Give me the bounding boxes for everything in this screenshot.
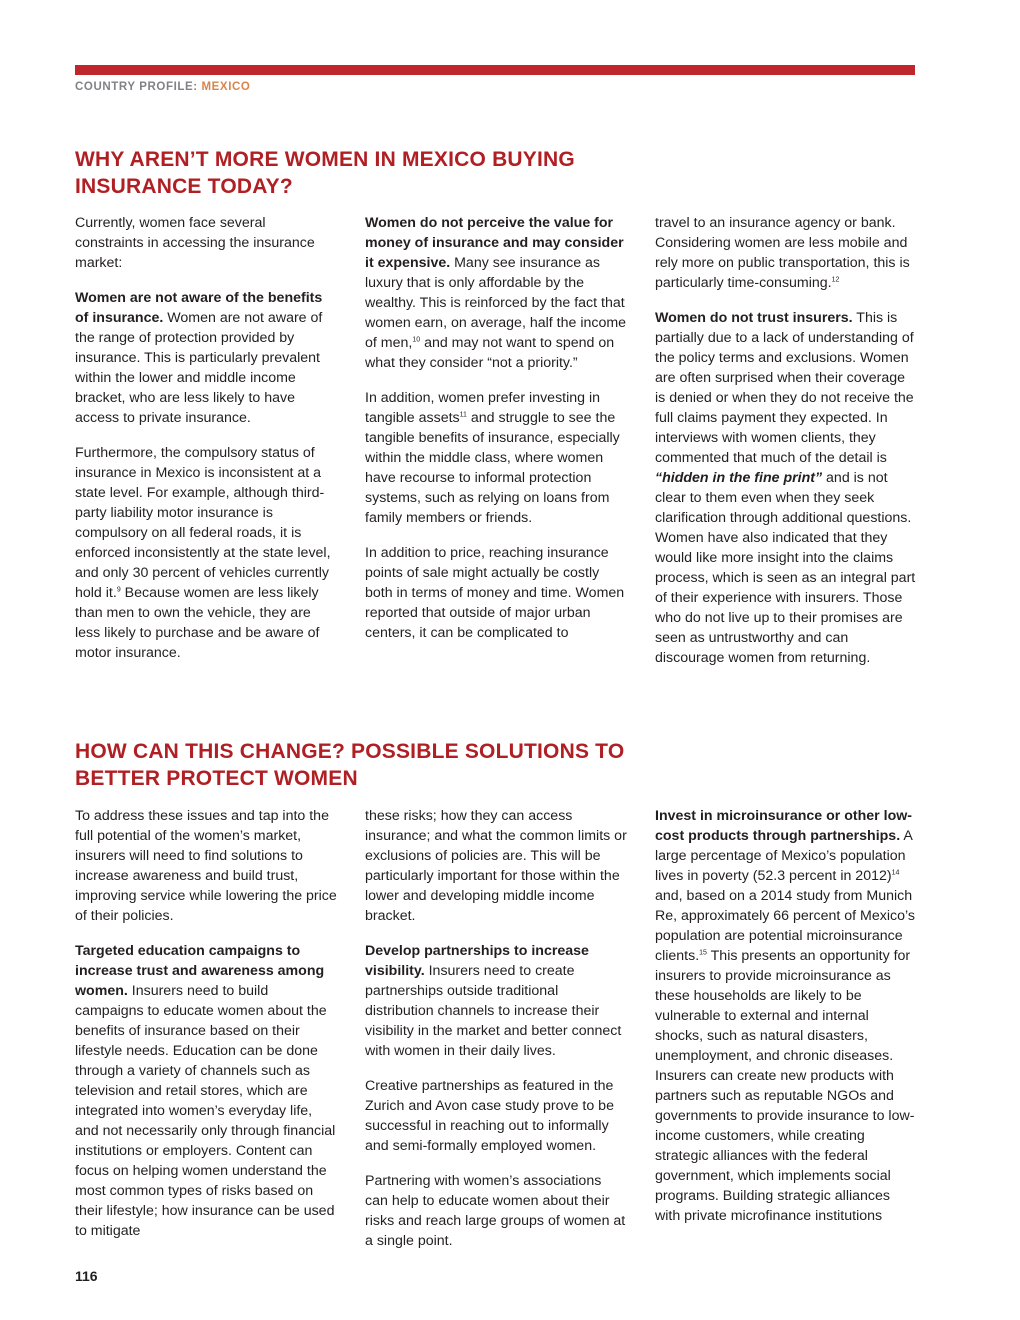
running-head-country: MEXICO <box>201 81 251 93</box>
paragraph <box>75 288 337 428</box>
section1-column-3 <box>655 213 917 683</box>
quote-emphasis: “hidden in the fine print” <box>655 470 823 486</box>
text: these risks; how they can access insurance; and what the common limits or exclusions of policies are. This will be particularly important for those within the lower and developing middle income bracket. <box>365 808 627 924</box>
bold-lead: Women do not perceive the value for money of insurance and may consider it expensive. <box>365 215 624 271</box>
text: Insurers need to build campaigns to educate women about the benefits of insurance based on their lifestyle needs. Education can be done through a variety of channels such as television and retail stores, which are integrated into women’s everyday life, and not necessarily only through financial institutions or employers. Content can focus on helping women understand the most common types of risks based on their lifestyle; how insurance can be used to mitigate <box>75 983 336 1239</box>
paragraph <box>365 213 627 373</box>
text: This presents an opportunity for insurers to provide microinsurance as these households are likely to be vulnerable to external and internal shocks, such as natural disasters, unemployment, and chronic diseases. Insurers can create new products with partners such as reputable NGOs and governments to provide insurance to low-income customers, while creating strategic alliances with the federal government, which implements social programs. Building strategic alliances with private microfinance institutions <box>655 948 915 1224</box>
header-rule <box>75 65 915 75</box>
text: Furthermore, the compulsory status of insurance in Mexico is inconsistent at a state level. For example, although third-party liability motor insurance is compulsory on all federal roads, it is enforced inconsistently at the state level, and only 30 percent of vehicles currently hold it. <box>75 445 331 601</box>
text: In addition to price, reaching insurance points of sale might actually be costly both in terms of money and time. Women reported that outside of major urban centers, it can be complicated to <box>365 545 625 641</box>
footnote-ref: 9 <box>116 586 121 594</box>
paragraph <box>365 806 627 926</box>
text: Partnering with women’s associations can help to educate women about their risks and reach large groups of women at a single point. <box>365 1173 626 1249</box>
paragraph <box>75 941 337 1241</box>
section1-column-2 <box>365 213 627 658</box>
section-heading-why: WHY AREN’T MORE WOMEN IN MEXICO BUYING INSURANCE TODAY? <box>75 148 575 198</box>
running-head-label: COUNTRY PROFILE: <box>75 81 198 93</box>
paragraph <box>75 443 337 663</box>
text: Many see insurance as luxury that is only affordable by the wealthy. This is reinforced by the fact that women earn, on average, half the income of men, <box>365 255 627 351</box>
section1-column-1 <box>75 213 337 678</box>
bold-lead: Develop partnerships to increase visibility. <box>365 943 589 979</box>
bold-lead: Women do not trust insurers. <box>655 310 853 326</box>
section2-column-1 <box>75 806 337 1256</box>
text: travel to an insurance agency or bank. Considering women are less mobile and rely more on public transportation, this is particularly time-consuming. <box>655 215 910 291</box>
paragraph <box>365 543 627 643</box>
text: and struggle to see the tangible benefits of insurance, especially within the middle class, where women have recourse to informal protection systems, such as relying on loans from family members or friends. <box>365 410 620 526</box>
text: and is not clear to them even when they seek clarification through additional questions. Women have also indicated that they would like more insight into the claims process, which is seen as an integral part of their experience with insurers. Those who do not live up to their promises are seen as untrustworthy and can discourage women from returning. <box>655 470 916 666</box>
footnote-ref: 15 <box>699 949 707 957</box>
footnote-ref: 14 <box>891 869 900 877</box>
text: Creative partnerships as featured in the Zurich and Avon case study prove to be successful in reaching out to informally and semi-formally employed women. <box>365 1078 614 1154</box>
text: Currently, women face several constraints in accessing the insurance market: <box>75 215 315 271</box>
paragraph <box>75 806 337 926</box>
footnote-ref: 12 <box>831 276 840 284</box>
text: Because women are less likely than men to own the vehicle, they are less likely to purchase and be aware of motor insurance. <box>75 585 320 661</box>
text: This is partially due to a lack of understanding of the policy terms and exclusions. Women are often surprised when their coverage is denied or when they do not receive the full claims payment they expected. In interviews with women clients, they commented that much of the detail is <box>655 310 914 466</box>
text: and may not want to spend on what they consider “not a priority.” <box>365 335 615 371</box>
page-number: 116 <box>75 1268 98 1284</box>
paragraph <box>655 308 917 668</box>
text: In addition, women prefer investing in tangible assets <box>365 390 601 426</box>
paragraph <box>75 213 337 273</box>
text: To address these issues and tap into the full potential of the women’s market, insurers will need to find solutions to increase awareness and build trust, improving service while lowering the price of their policies. <box>75 808 337 924</box>
bold-lead: Women are not aware of the benefits of insurance. <box>75 290 323 326</box>
paragraph <box>655 806 917 1226</box>
text: Women are not aware of the range of protection provided by insurance. This is particularly prevalent within the lower and middle income bracket, who are less likely to have access to private insurance. <box>75 310 323 426</box>
section2-column-2 <box>365 806 627 1266</box>
footnote-ref: 11 <box>459 411 467 419</box>
bold-lead: Targeted education campaigns to increase trust and awareness among women. <box>75 943 325 999</box>
paragraph <box>365 1076 627 1156</box>
section2-column-3 <box>655 806 917 1241</box>
paragraph <box>365 941 627 1061</box>
running-head <box>75 81 250 93</box>
section-heading-solutions: HOW CAN THIS CHANGE? POSSIBLE SOLUTIONS TO BETTER PROTECT WOMEN <box>75 740 625 790</box>
text: and, based on a 2014 study from Munich Re, approximately 66 percent of Mexico’s population are potential microinsurance clients. <box>655 888 915 964</box>
text: A large percentage of Mexico’s population lives in poverty (52.3 percent in 2012) <box>655 828 912 884</box>
paragraph <box>365 1171 627 1251</box>
bold-lead: Invest in microinsurance or other low-cost products through partnerships. <box>655 808 913 844</box>
paragraph <box>365 388 627 528</box>
text: Insurers need to create partnerships outside traditional distribution channels to increase their visibility in the market and better connect with women in their daily lives. <box>365 963 622 1059</box>
footnote-ref: 10 <box>412 336 421 344</box>
paragraph <box>655 213 917 293</box>
